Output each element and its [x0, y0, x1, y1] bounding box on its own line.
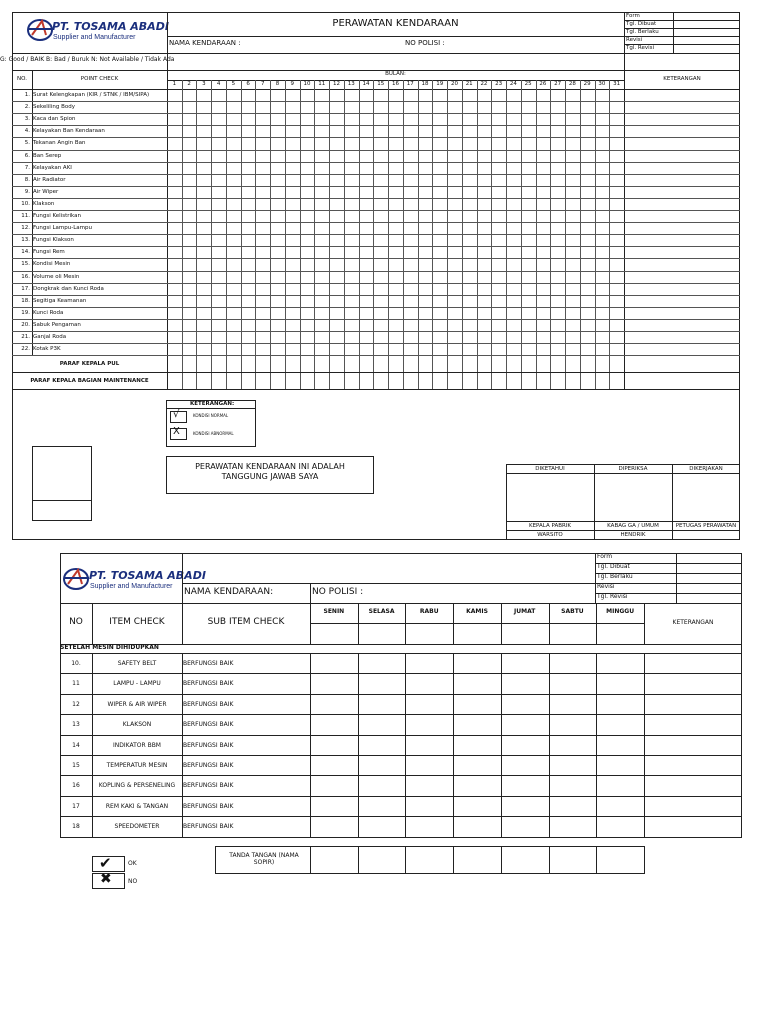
item-label: Surat Kelengkapan (KIR / STNK / IBM/SIPA) [33, 92, 150, 98]
sub-item-label: BERFUNGSI BAIK [183, 762, 234, 769]
col-no-header: NO. [17, 76, 27, 82]
grid-line [596, 603, 597, 644]
item-number: 21. [21, 334, 30, 340]
item-check-label: WIPER & AIR WIPER [107, 700, 167, 708]
day-number: 10 [303, 81, 311, 87]
item-number: 10. [21, 200, 30, 207]
signature-cell-line [644, 846, 645, 874]
grid-line [12, 246, 740, 247]
item-number: 15 [72, 762, 80, 769]
sub-item-label: BERFUNGSI BAIK [183, 823, 234, 831]
cross-icon: ✖ [100, 871, 112, 887]
signature-cell-line [549, 846, 550, 874]
grid-line [12, 258, 740, 259]
grid-line [12, 355, 740, 356]
item-number: 17 [72, 802, 80, 810]
item-label: Sekeliling Body [33, 104, 75, 111]
item-label: Ban Serep [33, 152, 62, 159]
item-label: Kelayakan AKI [33, 164, 72, 171]
nama-kendaraan-label: NAMA KENDARAAN: [184, 587, 274, 597]
item-check-label: REM KAKI & TANGAN [105, 802, 169, 810]
item-label: Air Radiator [33, 176, 66, 183]
sign-head-diketahui: DIKETAHUI [535, 466, 565, 472]
company-tagline: Supplier and Manufacturer [53, 34, 136, 41]
item-number: 22. [21, 346, 30, 353]
item-check-label: SAFETY BELT [117, 660, 157, 667]
item-label: Kondisi Mesin [33, 261, 71, 268]
grid-line [405, 603, 406, 644]
item-number: 18. [21, 297, 30, 304]
item-label: Fungsi Kelistrikan [33, 213, 81, 219]
grid-line [501, 603, 502, 644]
meta-tgl-dibuat: Tgl. Dibuat [597, 563, 630, 570]
grid-line [12, 222, 740, 223]
item-number: 16 [72, 782, 80, 790]
weekday-label: RABU [419, 608, 439, 615]
item-number: 7. [24, 164, 30, 171]
day-number: 2 [187, 81, 191, 87]
signature-cell-line [596, 846, 597, 874]
grid-line [60, 673, 742, 674]
meta-tgl-berlaku: Tgl. Berlaku [626, 29, 659, 35]
grid-line [60, 714, 742, 715]
grid-line [60, 837, 742, 838]
grid-line [60, 735, 742, 736]
item-number: 13 [72, 721, 80, 729]
check-icon: √ [173, 409, 180, 420]
item-number: 14 [72, 741, 80, 749]
day-number: 7 [261, 81, 265, 87]
item-number: 14. [21, 249, 30, 256]
item-number: 10. [71, 660, 81, 667]
item-check-label: SPEEDOMETER [114, 823, 160, 831]
item-check-label: TEMPERATUR MESIN [106, 762, 168, 769]
no-polisi-label: NO POLISI : [405, 39, 445, 47]
day-number: 4 [216, 81, 221, 87]
item-number: 6. [24, 152, 30, 159]
company-tagline: Supplier and Manufacturer [90, 583, 173, 590]
grid-line [12, 113, 740, 114]
meta-tgl-revisi: Tgl. Revisi [626, 45, 655, 51]
signature-cell-line [405, 846, 406, 874]
kondisi-normal-label: KONDISI NORMAL [193, 413, 229, 418]
item-number: 13. [21, 237, 30, 244]
item-number: 8. [24, 176, 30, 183]
weekday-label: SENIN [323, 608, 345, 615]
day-number: 19 [436, 81, 444, 87]
sub-item-label: BERFUNGSI BAIK [183, 802, 234, 810]
grid-line [405, 653, 406, 837]
grid-line [12, 125, 740, 126]
grid-line [12, 186, 740, 187]
item-check-label: KOPLING & PERSENELING [98, 782, 176, 790]
tanda-tangan-label: TANDA TANGAN (NAMA SOPIR) [229, 852, 299, 866]
grid-line [310, 653, 311, 837]
meta-revisi: Revisi [626, 37, 643, 43]
company-name: PT. TOSAMA ABADI [89, 569, 206, 582]
col-sub-header: SUB ITEM CHECK [207, 617, 285, 627]
item-label: Kunci Roda [33, 309, 64, 316]
photo-box [32, 446, 92, 521]
item-number: 1. [24, 92, 30, 98]
meta-form: Form [626, 13, 640, 19]
meta-tgl-dibuat: Tgl. Dibuat [626, 21, 657, 27]
grid-line [60, 796, 742, 797]
grid-line [12, 283, 740, 284]
item-label: Kelayakan Ban Kendaraan [33, 128, 105, 135]
company-name: PT. TOSAMA ABADI [52, 20, 169, 33]
grid-line [12, 137, 740, 138]
day-number: 13 [347, 81, 355, 87]
sign-role-kabag-ga: KABAG GA / UMUM [607, 523, 659, 529]
grid-line [12, 162, 740, 163]
col-keterangan-header: KETERANGAN [663, 76, 701, 82]
item-number: 18 [72, 823, 80, 831]
day-number: 23 [495, 81, 503, 87]
item-number: 20. [21, 321, 30, 328]
nama-kendaraan-label: NAMA KENDARAAN : [169, 39, 241, 47]
sign-role-petugas: PETUGAS PERAWATAN [675, 523, 737, 529]
day-number: 14 [362, 81, 370, 87]
item-number: 11. [21, 213, 30, 219]
day-number: 22 [480, 81, 488, 87]
signature-cell-line [358, 846, 359, 874]
item-number: 2. [24, 104, 30, 111]
col-no-header: NO [69, 617, 83, 627]
signature-cell-line [310, 846, 311, 874]
sign-head-dikerjakan: DIKERJAKAN [689, 466, 723, 472]
item-check-label: LAMPU - LAMPU [113, 680, 161, 688]
day-number: 29 [583, 81, 591, 87]
item-number: 3. [24, 116, 30, 123]
sub-item-label: BERFUNGSI BAIK [183, 741, 234, 749]
meta-tgl-revisi: Tgl. Revisi [597, 593, 628, 600]
sign-name-hendrik: HENDRIK [620, 532, 646, 538]
grid-line [624, 53, 625, 389]
grid-line [12, 389, 740, 390]
grid-line [12, 234, 740, 235]
day-number: 28 [568, 81, 576, 87]
weekday-label: KAMIS [466, 608, 488, 615]
sign-role-kepala-pabrik: KEPALA PABRIK [528, 523, 572, 529]
item-label: Fungsi Lampu-Lampu [33, 225, 92, 232]
grid-line [358, 603, 359, 644]
notice-text: PERAWATAN KENDARAAN INI ADALAH TANGGUNG JAWAB SAYA [195, 462, 345, 481]
day-number: 15 [377, 81, 385, 87]
grid-line [596, 653, 597, 837]
cross-icon: X [173, 426, 180, 437]
sub-item-label: BERFUNGSI BAIK [183, 700, 234, 708]
grid-line [453, 653, 454, 837]
day-number: 26 [539, 81, 547, 87]
day-number: 24 [509, 81, 517, 87]
item-check-label: INDIKATOR BBM [113, 741, 161, 749]
grid-line [12, 174, 740, 175]
sign-head-diperiksa: DIPERIKSA [618, 466, 648, 472]
kondisi-abnormal-label: KONDISI ABNORMAL [193, 431, 234, 436]
col-keterangan-header: KETERANGAN [672, 619, 714, 626]
item-number: 16. [21, 273, 30, 280]
grid-line [644, 653, 645, 837]
grid-line [501, 653, 502, 837]
item-number: 5. [24, 140, 30, 147]
paraf-kepala-maintenance: PARAF KEPALA BAGIAN MAINTENANCE [30, 378, 149, 384]
grid-line [60, 816, 742, 817]
sub-item-label: BERFUNGSI BAIK [183, 680, 234, 688]
day-number: 31 [613, 81, 621, 87]
grid-line [12, 210, 740, 211]
bulan-label: BULAN: [385, 71, 406, 77]
grid-line [12, 343, 740, 344]
item-label: Sabuk Pengaman [33, 321, 81, 328]
signature-cell-line [453, 846, 454, 874]
grid-line [12, 331, 740, 332]
grid-line [167, 53, 168, 389]
item-number: 12 [72, 700, 80, 708]
day-number: 3 [202, 81, 206, 87]
grid-line [310, 603, 311, 644]
sub-item-label: BERFUNGSI BAIK [183, 782, 234, 790]
item-label: Klakson [33, 200, 55, 207]
weekday-label: SABTU [561, 608, 584, 615]
grid-line [549, 653, 550, 837]
item-label: Kotak P3K [33, 346, 61, 353]
item-number: 12. [21, 225, 30, 232]
condition-legend: G: Good / BAIK B: Bad / Buruk N: Not Available / Tidak Ada [0, 56, 175, 63]
meta-tgl-berlaku: Tgl. Berlaku [597, 573, 633, 580]
no-polisi-label: NO POLISI : [312, 587, 364, 597]
sub-item-label: BERFUNGSI BAIK [183, 721, 234, 729]
check-icon: ✔ [99, 854, 112, 872]
day-number: 8 [275, 81, 280, 87]
paraf-kepala-pul: PARAF KEPALA PUL [59, 361, 120, 367]
item-number: 15. [21, 261, 30, 268]
day-number: 20 [450, 81, 458, 87]
keterangan-title: KETERANGAN: [190, 401, 235, 407]
day-number: 16 [391, 81, 399, 87]
day-number: 6 [246, 81, 250, 87]
company-logo-icon [62, 566, 92, 592]
day-number: 9 [290, 81, 295, 87]
grid-line [549, 603, 550, 644]
day-number: 12 [333, 81, 341, 87]
grid-line [12, 307, 740, 308]
day-number: 17 [406, 81, 414, 87]
item-label: Fungsi Rem [33, 249, 65, 256]
meta-form: Form [597, 553, 613, 560]
grid-line [12, 150, 740, 151]
item-number: 19. [21, 309, 30, 316]
item-label: Kaca dan Spion [33, 116, 76, 123]
item-label: Volume oli Mesin [33, 273, 80, 280]
day-number: 11 [318, 81, 326, 87]
item-number: 17. [21, 285, 30, 292]
grid-line [644, 603, 645, 644]
meta-revisi: Revisi [597, 583, 615, 590]
sign-name-warsito: WARSITO [537, 532, 563, 538]
item-check-label: KLAKSON [122, 721, 152, 729]
signature-cell-line [501, 846, 502, 874]
weekday-label: SELASA [368, 608, 395, 615]
no-label: NO [128, 878, 138, 885]
grid-line [12, 372, 740, 373]
grid-line [12, 198, 740, 199]
grid-line [12, 295, 740, 296]
ok-label: OK [128, 860, 137, 867]
item-number: 11 [72, 680, 80, 688]
item-label: Tekanan Angin Ban [33, 140, 86, 147]
item-label: Dongkrak dan Kunci Roda [33, 285, 104, 292]
item-number: 9. [24, 188, 30, 195]
grid-line [60, 775, 742, 776]
day-number: 18 [421, 81, 429, 87]
grid-line [12, 271, 740, 272]
day-number: 27 [554, 81, 562, 87]
grid-line [12, 101, 740, 102]
item-label: Segitiga Keamanan [33, 297, 87, 304]
grid-line [12, 319, 740, 320]
item-label: Ganjal Roda [33, 334, 67, 340]
grid-line [92, 603, 93, 644]
item-number: 4. [24, 128, 30, 135]
item-label: Fungsi Klakson [33, 237, 74, 244]
day-number: 21 [465, 81, 473, 87]
col-point-header: POINT CHECK [80, 76, 119, 82]
col-item-header: ITEM CHECK [109, 617, 165, 627]
day-number: 30 [598, 81, 606, 87]
section-setelah-mesin: SETELAH MESIN DIHIDUPKAN [60, 644, 159, 651]
grid-line [60, 755, 742, 756]
grid-line [182, 603, 183, 644]
sub-item-label: BERFUNGSI BAIK [183, 660, 234, 667]
weekday-label: MINGGU [606, 608, 635, 615]
form-title: PERAWATAN KENDARAAN [332, 18, 459, 29]
weekday-label: JUMAT [514, 608, 536, 615]
day-number: 25 [524, 81, 532, 87]
item-label: Air Wiper [33, 188, 59, 195]
grid-line [453, 603, 454, 644]
grid-line [60, 694, 742, 695]
day-number: 5 [231, 81, 236, 87]
grid-line [358, 653, 359, 837]
day-number: 1 [172, 81, 177, 87]
